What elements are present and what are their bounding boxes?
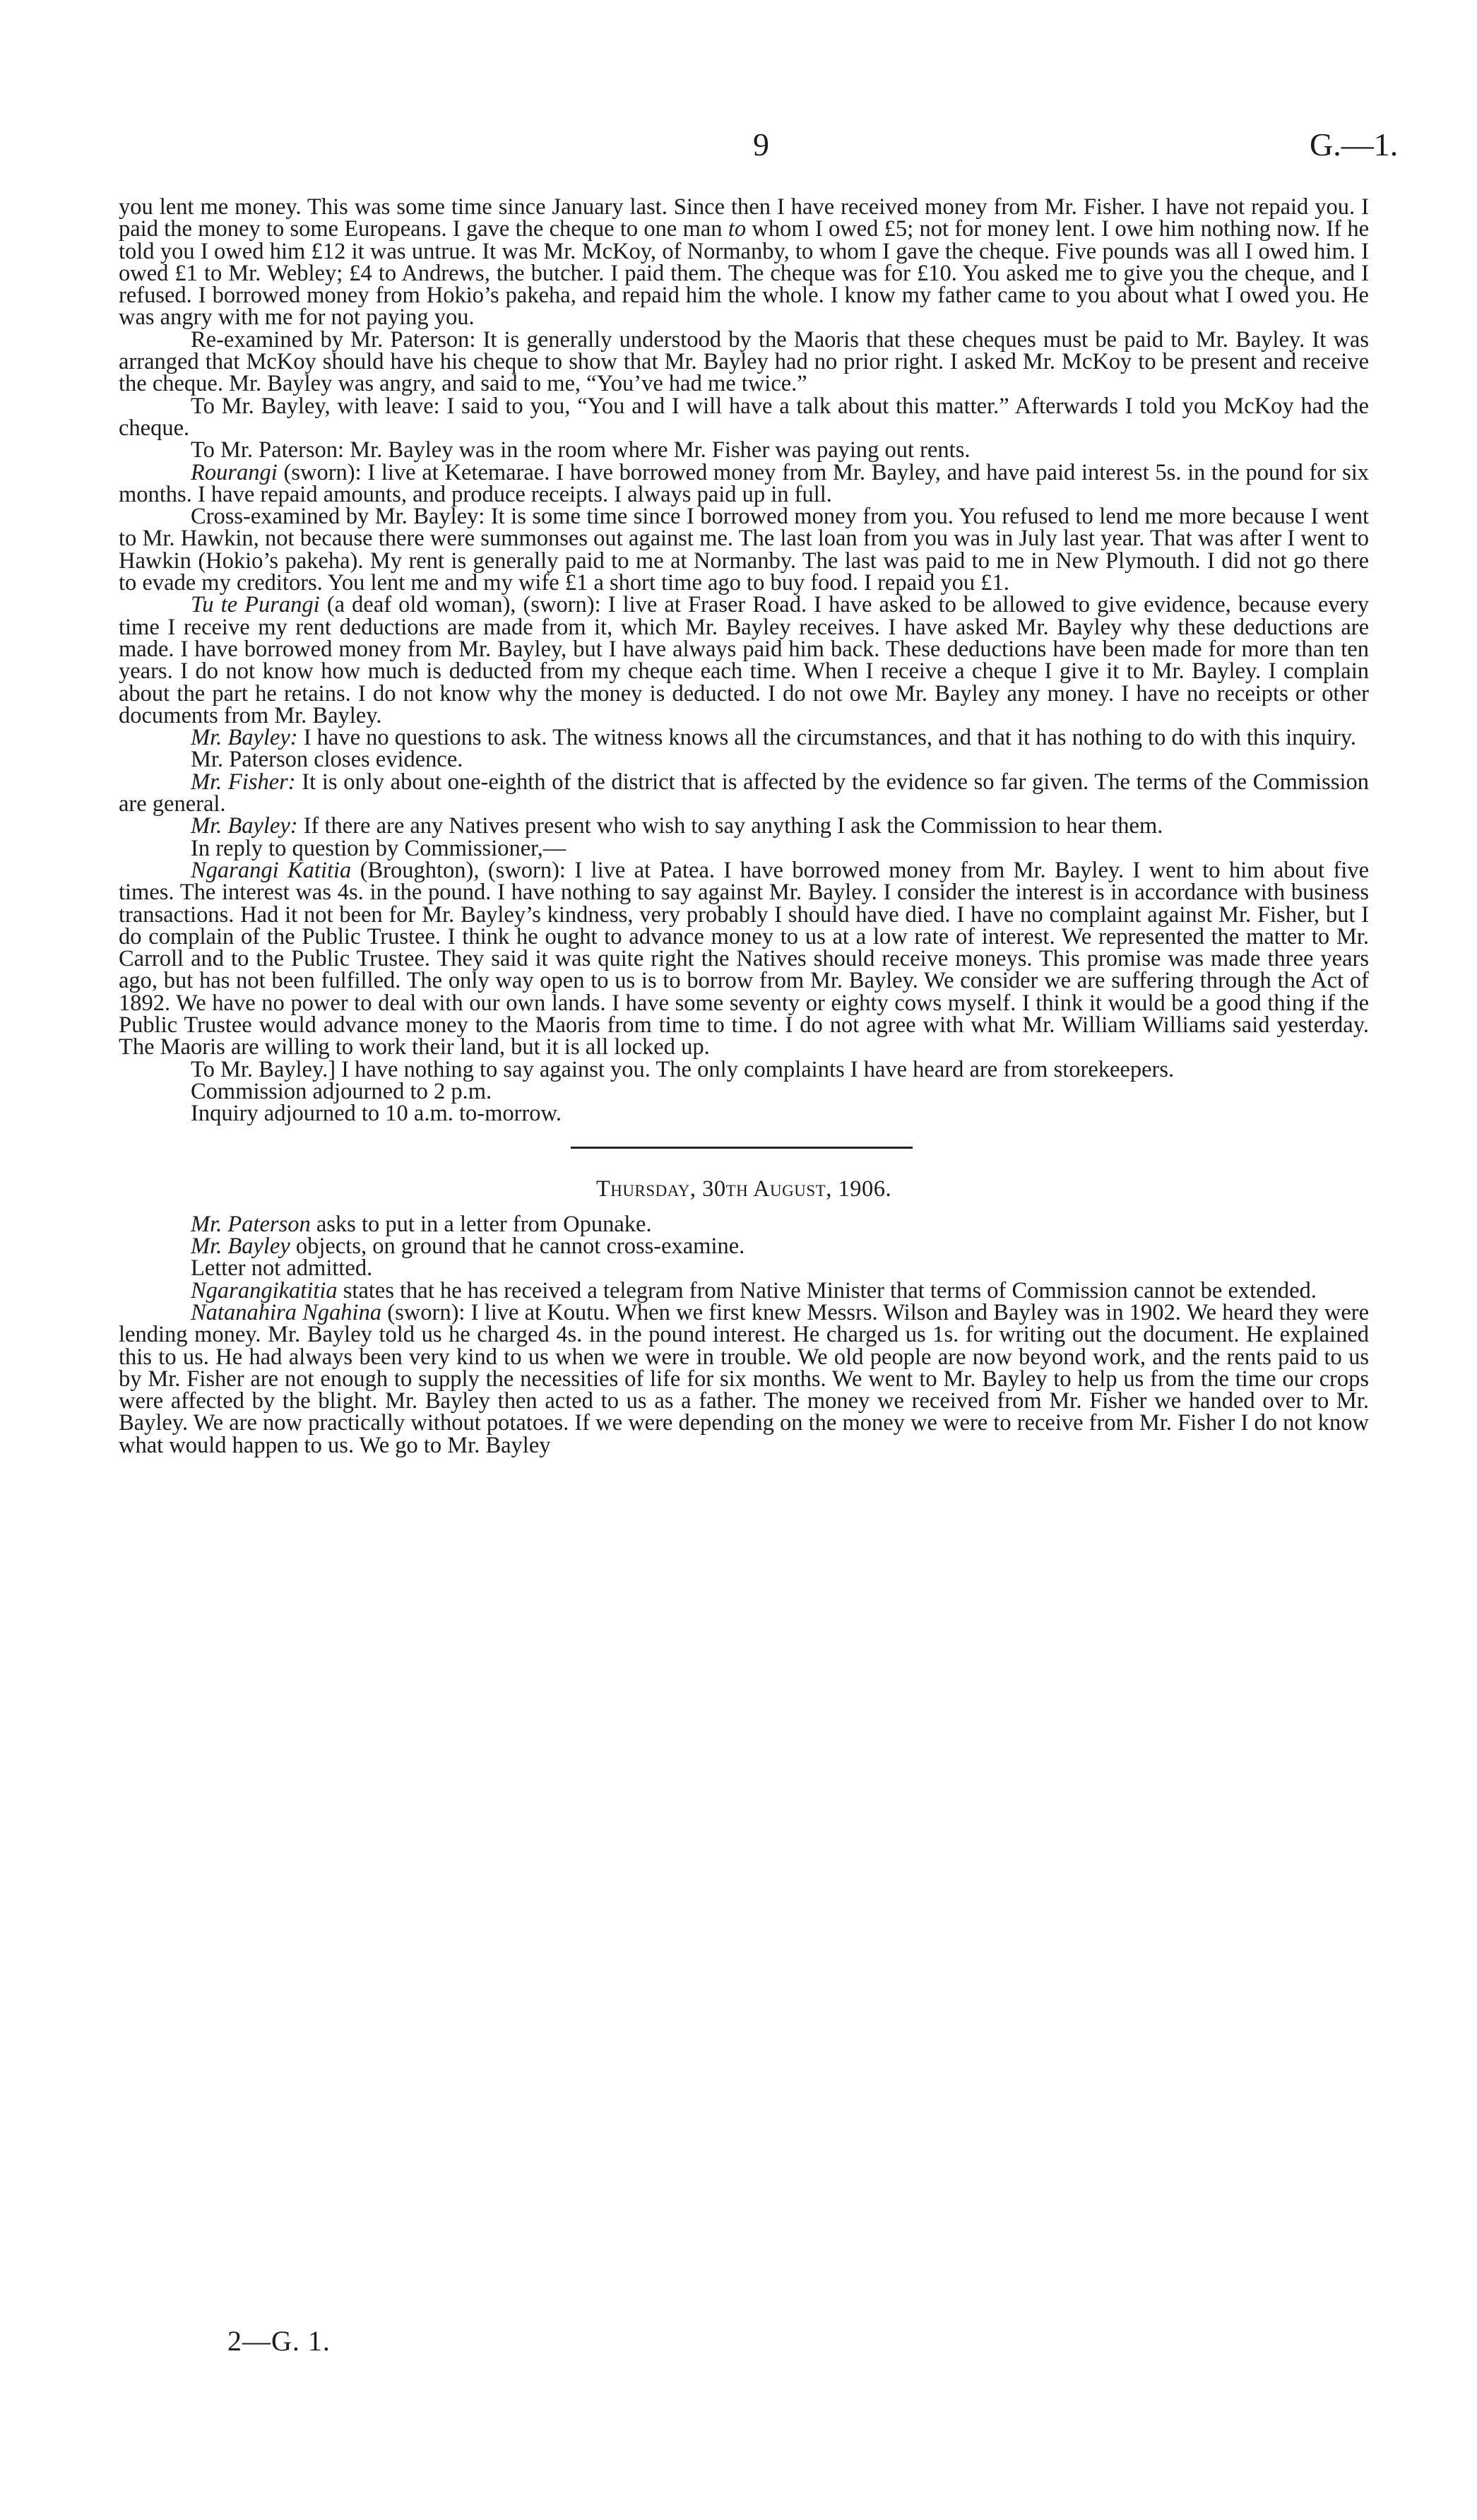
speaker-name: Mr. Fisher: [191,769,296,795]
speaker-name: Mr. Bayley [191,1234,290,1260]
paragraph [119,771,1369,816]
paragraph [119,594,1369,727]
paragraph-text: objects, on ground that he cannot cross-examine. [290,1234,745,1260]
paragraph-text: Inquiry adjourned to 10 a.m. to-morrow. [191,1101,562,1127]
paragraph-text: If there are any Natives present who wish to say anything I ask the Commission to hear them. [297,813,1163,839]
speaker-name: Mr. Paterson [191,1211,311,1237]
paragraph [119,506,1369,594]
paper-code: G.—1. [1310,126,1399,162]
paragraph [119,196,1369,329]
paragraph-text: Letter not admitted. [191,1255,373,1282]
paragraph [119,459,1369,507]
paragraph [119,1277,1369,1303]
speaker-name: Ngarangikatitia [191,1277,338,1303]
paragraph [119,1078,1369,1104]
paragraph [119,439,1369,461]
paragraph-text: In reply to question by Commissioner,— [191,835,567,861]
paragraph-text: states that he has received a telegram from Native Minister that terms of Commission cannot be extended. [337,1277,1317,1303]
document-body [119,196,1369,1457]
paragraph [119,835,1369,861]
paragraph-text: (sworn): I live at Koutu. When we first knew Messrs. Wilson and Bayley was in 1902. We heard they were lending money. Mr. Bayley told us he charged 4s. in the pound interest. He charged us 1s. for writing out the document. He explained this to us. He had always been very kind to us when we were in trouble. We old people are now beyond work, and the rents paid to us by Mr. Fisher are not enough to supply the necessities of life for six months. We went to Mr. Bayley to help us from the time our crops were affected by the blight. Mr. Bayley then acted to us as a father. The money we received from Mr. Fisher we handed over to Mr. Bayley. We are now practically without potatoes. If we were depending on the money we were to receive from Mr. Fisher I do not know what would happen to us. We go to Mr. Bayley [119,1299,1370,1458]
section-thursday [119,1211,1370,1458]
section-divider [119,1125,1369,1168]
section-testimony [119,196,1369,1125]
paragraph-text: Mr. Paterson closes evidence. [191,747,463,773]
paragraph [119,1056,1369,1082]
paragraph [119,727,1369,749]
paragraph-text: I have no questions to ask. The witness knows all the circumstances, and that it has nothing to do with this inquiry. [297,725,1357,751]
paragraph [119,1103,1369,1125]
paragraph-text: you lent me money. This was some time since January last. Since then I have received money from Mr. Fisher. I have not repaid you. I paid the money to some Europeans. I gave the cheque to one man [119,194,1369,242]
paragraph [119,1236,1369,1258]
paragraph-text: Cross-examined by Mr. Bayley: It is some time since I borrowed money from you. You refused to lend me more because I went to Mr. Hawkin, not because there were summonses out against me. The last loan from you was in July last year. That was after I went to Hawkin (Hokio’s pakeha). My rent is generally paid to me at Normanby. The last was paid to me in New Plymouth. I did not go there to evade my creditors. You lent me and my wife £1 a short time ago to buy food. I repaid you £1. [119,504,1369,596]
speaker-name: Natanahira Ngahina [191,1299,382,1325]
paragraph-text: (Broughton), (sworn): I live at Patea. I have borrowed money from Mr. Bayley. I went to him about five times. The interest was 4s. in the pound. I have nothing to say against Mr. Bayley. I consider the interest is in accordance with business transactions. Had it not been for Mr. Bayley’s kindness, very probably I should have died. I have no complaint against Mr. Fisher, but I do complain of the Public Trustee. I think he ought to advance money to us at a low rate of interest. We represented the matter to Mr. Carroll and to the Public Trustee. They said it was quite right the Natives should receive moneys. This promise was made three years ago, but has not been fulfilled. The only way open to us is to borrow from Mr. Bayley. We consider we are suffering through the Act of 1892. We have no power to deal with our own lands. I have some seventy or eighty cows myself. I think it would be a good thing if the Public Trustee would advance money to the Maoris from time to time. I do not agree with what Mr. William Williams said yesterday. The Maoris are willing to work their land, but it is all locked up. [119,857,1369,1060]
paragraph-text: To Mr. Paterson: Mr. Bayley was in the room where Mr. Fisher was paying out rents. [191,437,971,463]
paragraph-text: Re-examined by Mr. Paterson: It is generally understood by the Maoris that these cheques must be paid to Mr. Bayley. It was arranged that McKoy should have his cheque to show that Mr. Bayley had no prior right. I asked Mr. McKoy to be present and receive the cheque. Mr. Bayley was angry, and said to me, “You’ve had me twice.” [119,326,1369,397]
paragraph-text: whom I owed £5; not for money lent. I owe him nothing now. If he told you I owed him £12 it was untrue. It was Mr. McKoy, of Normanby, to whom I gave the cheque. Five pounds was all I owed him. I owed £1 to Mr. Webley; £4 to Andrews, the butcher. I paid them. The cheque was for £10. You asked me to give you the cheque, and I refused. I borrowed money from Hokio’s pakeha, and repaid him the whole. I know my father came to you about what I owed you. He was angry with me for not paying you. [119,216,1369,331]
paragraph-text: asks to put in a letter from Opunake. [310,1211,652,1237]
signature-mark: 2—G. 1. [227,2325,331,2357]
paragraph [119,1211,1369,1237]
speaker-name: Mr. Bayley: [191,813,298,839]
paragraph-text: (sworn): I live at Ketemarae. I have borrowed money from Mr. Bayley, and have paid interest 5s. in the pound for six months. I have repaid amounts, and produce receipts. I always paid up in full. [119,459,1369,507]
page-number: 9 [753,126,769,162]
paragraph [119,1255,1369,1282]
paragraph [119,815,1369,837]
paragraph [119,1299,1370,1458]
speaker-name: Ngarangi Katitia [191,857,352,883]
speaker-name: Rourangi [191,459,278,485]
paragraph [119,857,1369,1060]
paragraph-text: (a deaf old woman), (sworn): I live at Fraser Road. I have asked to be allowed to give evidence, because every time I receive my rent deductions are made from it, which Mr. Bayley receives. I have asked Mr. Bayley why these deductions are made. I have borrowed money from Mr. Bayley, but I have always paid him back. These deductions have been made for more than ten years. I do not know how much is deducted from my cheque each time. When I receive a cheque I give it to Mr. Bayley. I complain about the part he retains. I do not know why the money is deducted. I do not owe Mr. Bayley any money. I have no receipts or other documents from Mr. Bayley. [119,592,1369,728]
paragraph-text: To Mr. Bayley.] I have nothing to say against you. The only complaints I have heard are from storekeepers. [191,1056,1175,1082]
paragraph-text: Commission adjourned to 2 p.m. [191,1078,492,1104]
horizontal-rule [571,1147,913,1149]
date-heading: Thursday, 30th August, 1906. [595,1176,892,1202]
paragraph [119,749,1369,771]
speaker-name: Mr. Bayley: [191,725,298,751]
speaker-name: to [728,216,747,242]
paragraph [119,393,1369,441]
speaker-name: Tu te Purangi [191,592,320,618]
paragraph [119,326,1369,397]
paragraph-text: To Mr. Bayley, with leave: I said to you, “You and I will have a talk about this matter.” Afterwards I told you McKoy had the cheque. [119,393,1369,441]
paragraph-text: It is only about one-eighth of the district that is affected by the evidence so far given. The terms of the Commission are general. [119,769,1369,817]
